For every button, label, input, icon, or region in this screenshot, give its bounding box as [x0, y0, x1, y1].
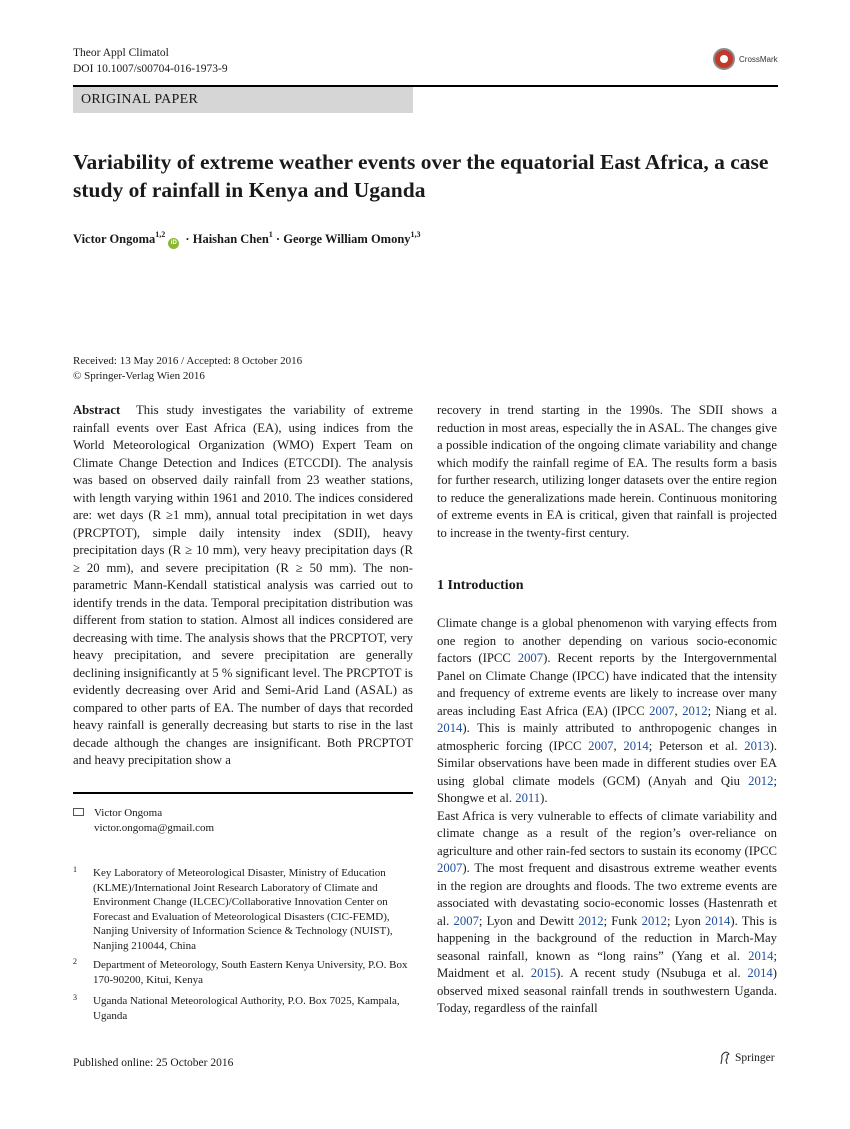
- author-affil-sup: 1,3: [410, 230, 421, 239]
- text-run: ). Recent reports by the Intergovernmental Panel on Climate Change (IPCC) have indicated that the intensity and frequency of extreme events are likely to increase over many areas including East Africa (EA) (IPCC: [437, 651, 777, 718]
- text-run: ; Maidment et al.: [437, 948, 777, 980]
- abstract-text-continued: recovery in trend starting in the 1990s. The SDII shows a reduction in most areas, especially the in ASAL. The changes give a possible indication of the ongoing climate variability and change which modify the rainfall regime of EA. The results form a basis for further research, utilizing longer datasets over the entire region to reduce the generalizations made herein. Continuous monitoring of extreme events in EA is critical, given that rainfall is projected to increase in the twenty-first century.: [437, 403, 777, 540]
- author-name: Haishan Chen: [192, 232, 269, 246]
- publisher-name: Springer: [735, 1052, 775, 1064]
- author-separator: ·: [182, 232, 193, 246]
- citation-link[interactable]: 2014: [747, 966, 773, 980]
- text-run: ,: [674, 703, 683, 718]
- citation-link[interactable]: 2012: [682, 703, 708, 718]
- citation-link[interactable]: 2014: [623, 738, 649, 753]
- text-run: East Africa is very vulnerable to effects of climate variability and climate change as a result of the region’s over-reliance on agriculture and other rain-fed sectors to sustain its economy (IPCC: [437, 808, 777, 858]
- text-run: ; Funk: [603, 913, 642, 928]
- dates-block: [73, 354, 302, 384]
- citation-link[interactable]: 2012: [748, 773, 774, 788]
- abstract-column-2: [437, 402, 777, 542]
- published-online: Published online: 25 October 2016: [73, 1057, 234, 1069]
- affil-number: 3: [73, 993, 77, 1002]
- received-accepted: Received: 13 May 2016 / Accepted: 8 October 2016: [73, 355, 303, 367]
- footnote-rule: [73, 792, 413, 794]
- citation-link[interactable]: 2007: [517, 651, 544, 665]
- author-affil-sup: 1,2: [155, 230, 166, 239]
- introduction-body: [437, 615, 777, 1018]
- doi[interactable]: DOI 10.1007/s00704-016-1973-9: [73, 63, 228, 75]
- section-heading: 1 Introduction: [437, 578, 524, 593]
- text-run: Climate change is a global phenomenon with varying effects from one region to another depending on various socio-economic factors (IPCC: [437, 616, 777, 665]
- author-separator: ·: [272, 232, 284, 246]
- citation-link[interactable]: 2015: [530, 966, 557, 980]
- text-run: ). Similar observations have been made in different studies over EA using global climate models (GCM) (Anyah and Qiu: [437, 738, 777, 788]
- citation-link[interactable]: 2007: [453, 913, 479, 928]
- intro-paragraph-2: [437, 808, 777, 1018]
- text-run: ). A recent study (Nsubuga et al.: [556, 966, 748, 980]
- citation-link[interactable]: 2013: [744, 738, 770, 753]
- intro-paragraph-1: [437, 615, 777, 808]
- contact-name: Victor Ongoma: [94, 807, 163, 819]
- citation-link[interactable]: 2012: [578, 913, 604, 928]
- affil-text: Key Laboratory of Meteorological Disaster, Ministry of Education (KLME)/International Joint Research Laboratory of Climate and Environment Change (ILCEC)/Collaborative Innovation Center on Forecast and Evaluation of Meteorological Disasters (CIC-FEMD), Nanjing University of Information Science & Technology (NUIST), Nanjing 210044, China: [93, 867, 393, 952]
- text-run: ,: [613, 738, 624, 753]
- crossmark-badge[interactable]: [713, 48, 778, 70]
- journal-name: Theor Appl Climatol: [73, 47, 169, 59]
- text-run: ). This is mainly attributed to anthropogenic changes in atmospheric forcing (IPCC: [437, 721, 777, 753]
- author-affil-sup: 1: [268, 230, 273, 239]
- citation-link[interactable]: 2011: [515, 791, 541, 805]
- abstract-text: This study investigates the variability of extreme rainfall events over East Africa (EA), using indices from the World Meteorological Organization (WMO) Expert Team on Climate Change Detection and Indices (ETCCDI). The analysis was based on observed daily rainfall from 23 weather stations, with length varying within 1961 and 2010. The indices considered are: wet days (R ≥1 mm), annual total precipitation in wet days (PRCPTOT), simple daily intensity index (SDII), heavy precipitation days (R ≥ 10 mm), very heavy precipitation days (R ≥ 20 mm), and severe precipitation (R ≥ 50 mm). The non-parametric Mann-Kendall statistical analysis was carried out to identify trends in the data. Temporal precipitation distribution was different from station to station. Almost all indices considered are decreasing with time. The analysis shows that the PRCPTOT, very heavy precipitation, and severe precipitation are generally declining insignificantly at 5 % significant level. The PRCPTOT is evidently decreasing over Arid and Semi-Arid Land (ASAL) as compared to other parts of EA. The number of days that recorded heavy rainfall is generally decreasing but starts to rise in the last decade although the changes are insignificant. Both PRCPTOT and heavy precipitation show a: [73, 403, 413, 767]
- citation-link[interactable]: 2014: [705, 913, 731, 928]
- affil-text: Department of Meteorology, South Eastern Kenya University, P.O. Box 170-90200, Kitui, Kenya: [93, 959, 408, 986]
- affiliation-2: [73, 958, 413, 987]
- category-banner: ORIGINAL PAPER: [73, 87, 413, 113]
- journal-header: [73, 45, 228, 77]
- orcid-icon[interactable]: iD: [168, 238, 179, 249]
- text-run: ; Lyon: [666, 913, 706, 928]
- citation-link[interactable]: 2014: [437, 721, 463, 735]
- affil-number: 1: [73, 865, 77, 874]
- text-run: ). This is happening in the background of the reduction in March-May seasonal rainfall, known as “long rains” (Yang et al.: [437, 913, 777, 963]
- crossmark-icon: [713, 48, 735, 70]
- publisher-logo[interactable]: [719, 1051, 775, 1065]
- text-run: ). The most frequent and disastrous extreme weather events in the region are droughts and floods. The two extreme events are associated with devastating socio-economic losses (Hastenrath et al.: [437, 861, 777, 928]
- copyright: © Springer-Verlag Wien 2016: [73, 370, 205, 382]
- text-run: ; Lyon and Dewitt: [478, 913, 579, 928]
- author-name: Victor Ongoma: [73, 232, 156, 246]
- citation-link[interactable]: 2007: [649, 703, 675, 718]
- corresponding-author: [73, 806, 214, 836]
- text-run: ) observed mixed seasonal rainfall trends in southwestern Uganda. Today, regardless of the rainfall: [437, 966, 777, 1015]
- text-run: ; Niang et al.: [707, 703, 777, 718]
- author-name: George William Omony: [283, 232, 411, 246]
- envelope-icon: [73, 808, 84, 816]
- affiliation-3: [73, 994, 413, 1023]
- paper-title: Variability of extreme weather events over the equatorial East Africa, a case study of rainfall in Kenya and Uganda: [73, 150, 769, 202]
- affil-text: Uganda National Meteorological Authority, P.O. Box 7025, Kampala, Uganda: [93, 995, 400, 1022]
- contact-email[interactable]: victor.ongoma@gmail.com: [94, 822, 215, 834]
- springer-horse-icon: [719, 1051, 731, 1065]
- citation-link[interactable]: 2012: [641, 913, 667, 928]
- crossmark-label: CrossMark: [739, 54, 778, 64]
- abstract-column-1: [73, 402, 413, 770]
- citation-link[interactable]: 2007: [437, 861, 463, 875]
- affiliation-1: [73, 866, 413, 953]
- author-list: [73, 226, 421, 249]
- citation-link[interactable]: 2007: [588, 738, 614, 753]
- text-run: ; Peterson et al.: [648, 738, 745, 753]
- text-run: ; Shongwe et al.: [437, 773, 777, 805]
- affil-number: 2: [73, 957, 77, 966]
- abstract-label: Abstract: [73, 403, 121, 417]
- text-run: ).: [540, 791, 548, 805]
- citation-link[interactable]: 2014: [748, 948, 774, 963]
